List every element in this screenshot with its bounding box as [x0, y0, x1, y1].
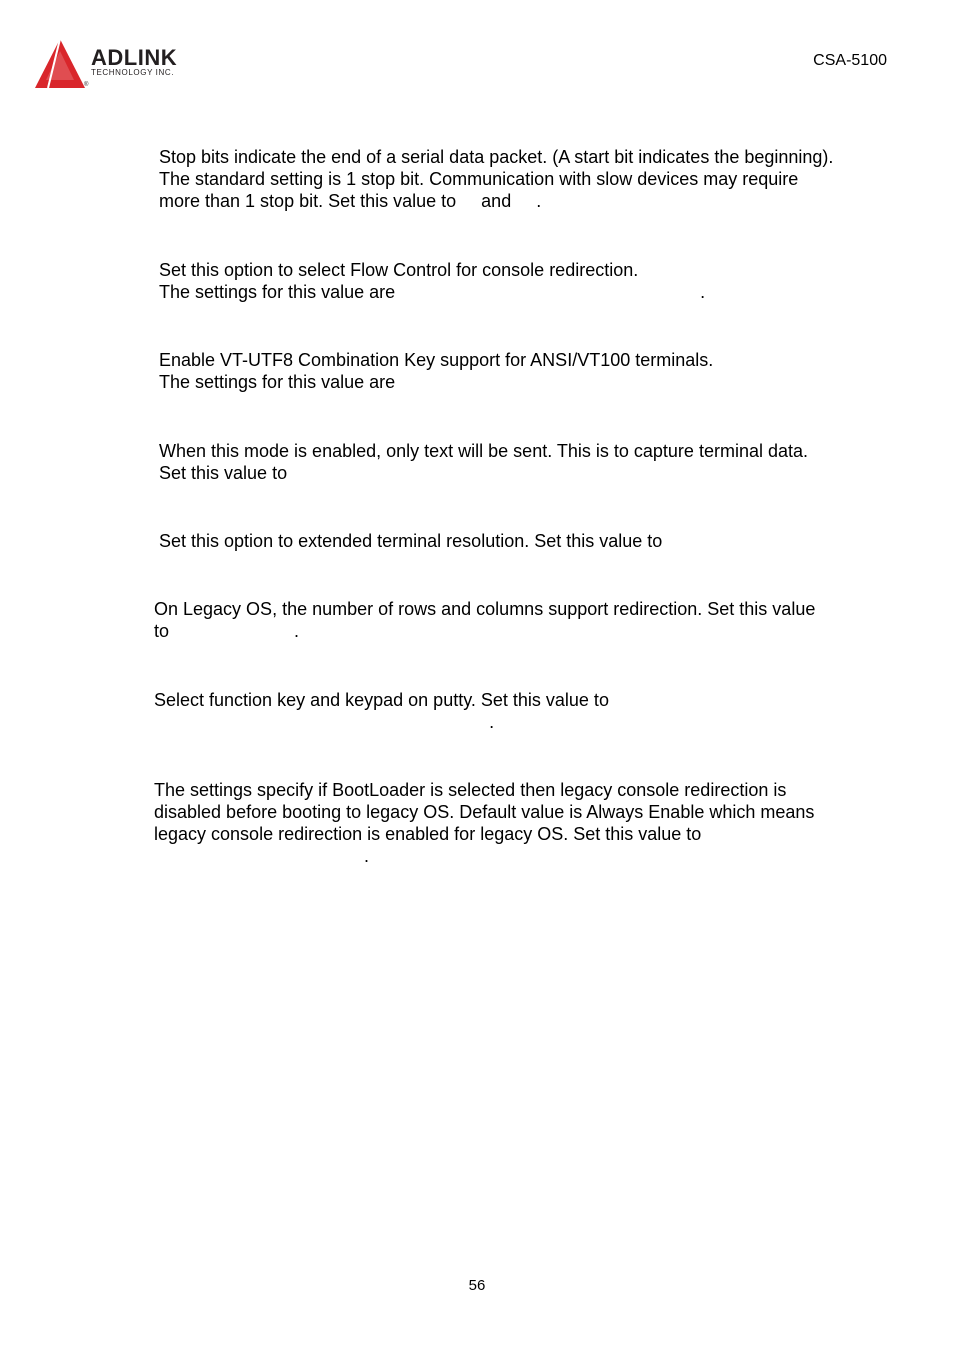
flow-control-description	[159, 259, 705, 303]
text-line: The settings specify if BootLoader is selected then legacy console redirection is	[154, 780, 787, 800]
text-line: The settings for this value are .	[159, 282, 706, 302]
text-line: .	[154, 846, 370, 866]
text-line: Select function key and keypad on putty. Set this value to	[154, 690, 609, 710]
product-name: CSA-5100	[813, 52, 887, 69]
adlink-logo	[34, 38, 204, 92]
text-line: When this mode is enabled, only text will be sent. This is to capture terminal data.	[159, 441, 808, 461]
recorder-mode-description	[159, 440, 808, 484]
text-line: Stop bits indicate the end of a serial data packet. (A start bit indicates the beginning).	[159, 147, 834, 167]
text-line: The standard setting is 1 stop bit. Communication with slow devices may require	[159, 169, 799, 189]
text-line: Set this option to extended terminal resolution. Set this value to	[159, 531, 663, 551]
text-line: Set this value to	[159, 463, 288, 483]
text-line: to .	[154, 621, 300, 641]
text-line: On Legacy OS, the number of rows and columns support redirection. Set this value	[154, 599, 816, 619]
legacy-os-description	[154, 598, 815, 642]
stop-bits-description	[159, 146, 833, 212]
text-line: Enable VT-UTF8 Combination Key support for ANSI/VT100 terminals.	[159, 350, 714, 370]
text-line: Set this option to select Flow Control for console redirection.	[159, 260, 639, 280]
text-line: legacy console redirection is enabled for legacy OS. Set this value to	[154, 824, 702, 844]
redirection-after-post-description	[154, 779, 814, 867]
logo-tagline: TECHNOLOGY INC.	[91, 68, 175, 77]
logo-wordmark: ADLINK	[91, 45, 178, 70]
logo-registered-mark: ®	[84, 82, 89, 88]
text-line: more than 1 stop bit. Set this value to and .	[159, 191, 542, 211]
text-line: .	[154, 712, 495, 732]
resolution-description	[159, 530, 662, 552]
text-line: The settings for this value are	[159, 372, 396, 392]
putty-keypad-description	[154, 689, 609, 733]
vt-utf8-description	[159, 349, 713, 393]
page-number: 56	[468, 1277, 486, 1294]
text-line: disabled before booting to legacy OS. Default value is Always Enable which means	[154, 802, 815, 822]
adlink-triangle-icon	[34, 38, 89, 90]
